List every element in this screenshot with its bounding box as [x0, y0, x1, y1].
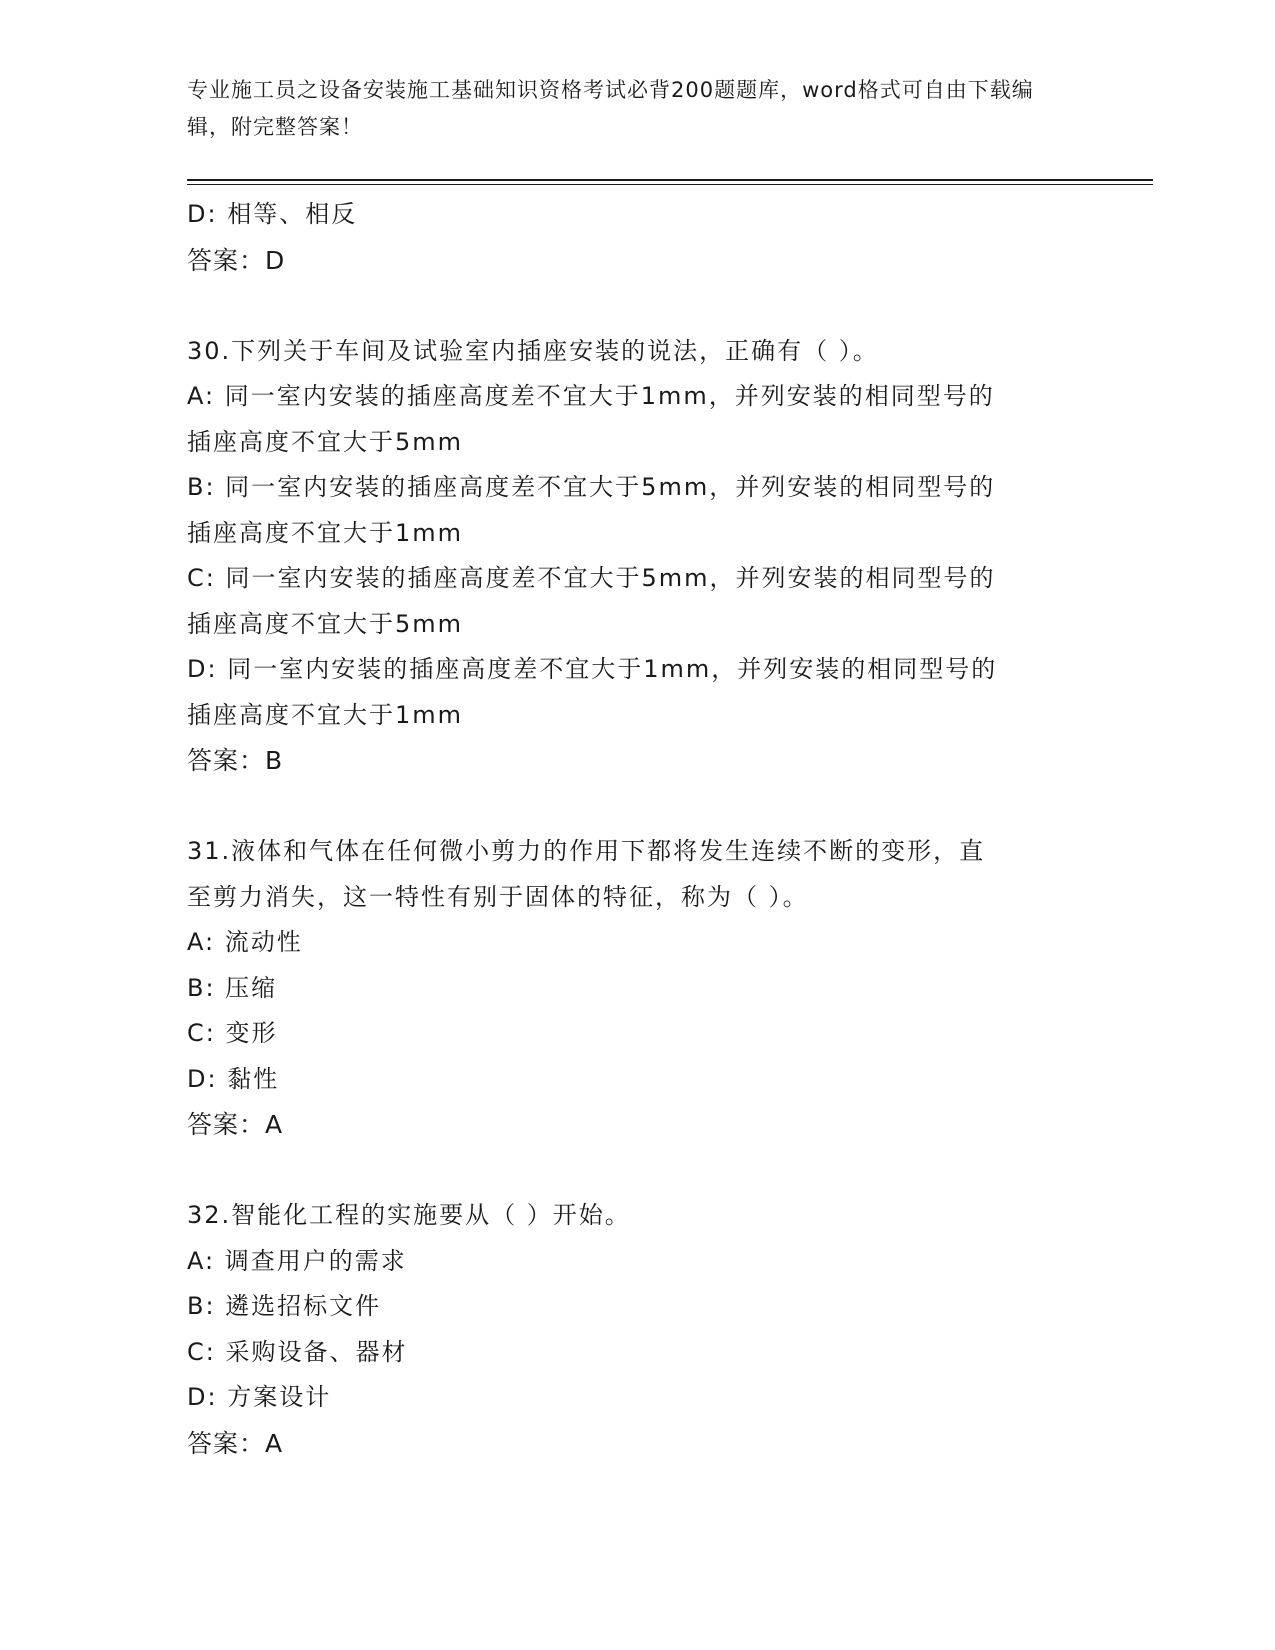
option-a: A: 同一室内安装的插座高度差不宜大于1mm，并列安装的相同型号的 [187, 382, 995, 410]
option-c: C: 变形 [187, 1019, 278, 1047]
answer-line: 答案：A [187, 1110, 284, 1139]
document-header [187, 72, 1067, 146]
option-d: D: 同一室内安装的插座高度差不宜大于1mm，并列安装的相同型号的 [187, 655, 998, 683]
spacer [187, 784, 1087, 830]
header-divider-thin [187, 184, 1153, 185]
question-stem: 32.智能化工程的实施要从（ ）开始。 [187, 1201, 631, 1229]
question-stem-continued: 至剪力消失，这一特性有别于固体的特征，称为（ ）。 [187, 882, 809, 911]
option-b-continued: 插座高度不宜大于1mm [187, 518, 464, 547]
option-d: D: 黏性 [187, 1064, 280, 1093]
option-d-continued: 插座高度不宜大于1mm [187, 700, 464, 729]
question-32 [187, 1193, 1087, 1466]
option-a: A: 流动性 [187, 928, 303, 956]
spacer [187, 283, 1087, 329]
option-c: C: 采购设备、器材 [187, 1337, 408, 1366]
option-a-continued: 插座高度不宜大于5mm [187, 427, 464, 456]
question-29-tail [187, 192, 1087, 283]
header-divider-thick [187, 179, 1153, 181]
option-c: C: 同一室内安装的插座高度差不宜大于5mm，并列安装的相同型号的 [187, 564, 996, 592]
option-c-continued: 插座高度不宜大于5mm [187, 609, 464, 638]
header-title: 专业施工员之设备安装施工基础知识资格考试必背200题题库，word格式可自由下载编辑，附完整答案！ [187, 78, 1034, 139]
question-stem: 31.液体和气体在任何微小剪力的作用下都将发生连续不断的变形，直 [187, 837, 986, 865]
option-b: B: 同一室内安装的插座高度差不宜大于5mm，并列安装的相同型号的 [187, 473, 996, 501]
question-stem: 30.下列关于车间及试验室内插座安装的说法，正确有（ ）。 [187, 336, 879, 365]
question-30 [187, 329, 1087, 784]
document-body [187, 192, 1087, 1466]
option-a: A: 调查用户的需求 [187, 1246, 407, 1275]
option-b: B: 压缩 [187, 973, 278, 1002]
option-d: D: 方案设计 [187, 1383, 332, 1411]
spacer [187, 1148, 1087, 1194]
answer-line: 答案：A [187, 1428, 284, 1458]
question-31 [187, 829, 1087, 1148]
option-d: D: 相等、相反 [187, 200, 358, 228]
option-b: B: 遴选招标文件 [187, 1292, 382, 1320]
answer-line: 答案：D [187, 245, 286, 275]
answer-line: 答案：B [187, 746, 284, 775]
